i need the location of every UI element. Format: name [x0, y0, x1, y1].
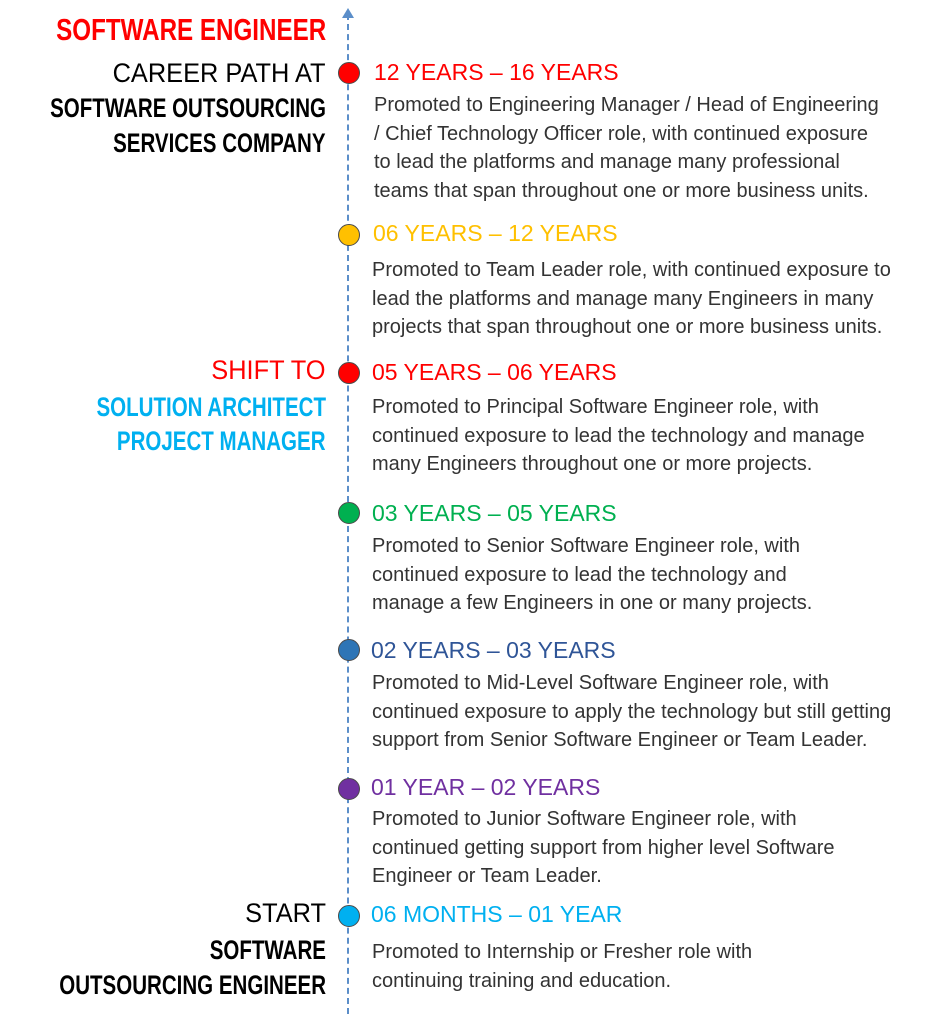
- stage-description: Promoted to Team Leader role, with continued exposure to lead the platforms and manage many Engineers in many projects that span throughout one or more business units.: [372, 259, 891, 338]
- stage-period: 06 MONTHS – 01 YEAR: [371, 901, 623, 927]
- stage-description: Promoted to Principal Software Engineer role, with continued exposure to lead the technology and manage many Engineers throughout one or more projects.: [372, 396, 865, 475]
- stage-marker: [338, 502, 360, 524]
- shift-option-solution-architect: SOLUTION ARCHITECT: [96, 392, 326, 422]
- stage-period: 05 YEARS – 06 YEARS: [372, 359, 617, 385]
- stage-description: Promoted to Junior Software Engineer role, with continued getting support from higher level Software Engineer or Team Leader.: [372, 808, 835, 887]
- stage-period: 03 YEARS – 05 YEARS: [372, 500, 617, 526]
- career-path-heading: CAREER PATH AT: [113, 58, 326, 88]
- stage-marker: [338, 778, 360, 800]
- page-title: SOFTWARE ENGINEER: [55, 12, 326, 47]
- start-role-line2: OUTSOURCING ENGINEER: [59, 970, 326, 1000]
- stage-marker: [338, 362, 360, 384]
- stage-marker: [338, 905, 360, 927]
- stage-marker: [338, 62, 360, 84]
- timeline-arrow-up-icon: [342, 8, 354, 18]
- stage-description: Promoted to Mid-Level Software Engineer role, with continued exposure to apply the technology but still getting support from Senior Software Engineer or Team Leader.: [372, 672, 892, 751]
- start-role-line1: SOFTWARE: [209, 935, 326, 965]
- stage-period: 01 YEAR – 02 YEARS: [371, 774, 601, 800]
- stage-period: 12 YEARS – 16 YEARS: [374, 59, 619, 85]
- stage-description: Promoted to Engineering Manager / Head of Engineering / Chief Technology Officer role, with continued exposure to lead the platforms and manage many professional teams that span throughout one or more business units.: [374, 94, 879, 202]
- stage-marker: [338, 639, 360, 661]
- stage-description: Promoted to Internship or Fresher role with continuing training and education.: [372, 941, 753, 992]
- stage-marker: [338, 224, 360, 246]
- stage-period: 06 YEARS – 12 YEARS: [373, 220, 618, 246]
- shift-to-label: SHIFT TO: [211, 355, 326, 385]
- stage-period: 02 YEARS – 03 YEARS: [371, 637, 616, 663]
- company-type-line1: SOFTWARE OUTSOURCING: [50, 93, 326, 123]
- company-type-line2: SERVICES COMPANY: [113, 128, 326, 158]
- start-label: START: [245, 898, 326, 928]
- shift-option-project-manager: PROJECT MANAGER: [117, 426, 326, 456]
- stage-description: Promoted to Senior Software Engineer role, with continued exposure to lead the technology and manage a few Engineers in one or many projects.: [372, 535, 813, 614]
